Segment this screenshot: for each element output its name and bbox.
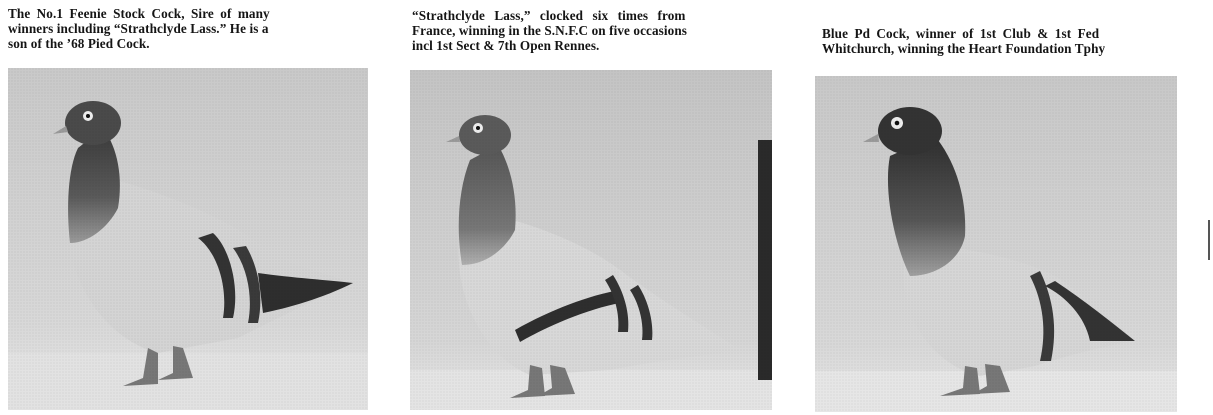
caption-line: France, winning in the S.N.F.C on five occasions — [412, 23, 688, 38]
caption-line: Blue Pd Cock, winner of 1st Club & 1st Fed — [822, 26, 1100, 41]
pigeon-photo-3 — [815, 76, 1177, 412]
pigeon-illustration — [815, 76, 1177, 412]
caption-2 — [412, 8, 784, 53]
page-edge-mark — [1208, 220, 1210, 260]
caption-line: “Strathclyde Lass,” clocked six times from — [412, 8, 686, 23]
caption-line: Whitchurch, winning the Heart Foundation Tphy — [822, 41, 1106, 56]
caption-3 — [822, 26, 1207, 56]
pigeon-illustration — [8, 68, 368, 410]
caption-line: incl 1st Sect & 7th Open Rennes. — [412, 38, 600, 53]
pigeon-illustration — [410, 70, 772, 410]
caption-line: son of the ’68 Pied Cock. — [8, 36, 150, 51]
caption-line: The No.1 Feenie Stock Cock, Sire of many — [8, 6, 270, 21]
pigeon-photo-2 — [410, 70, 772, 410]
caption-line: winners including “Strathclyde Lass.” He is a — [8, 21, 269, 36]
pigeon-photo-1 — [8, 68, 368, 410]
caption-1 — [8, 6, 378, 51]
